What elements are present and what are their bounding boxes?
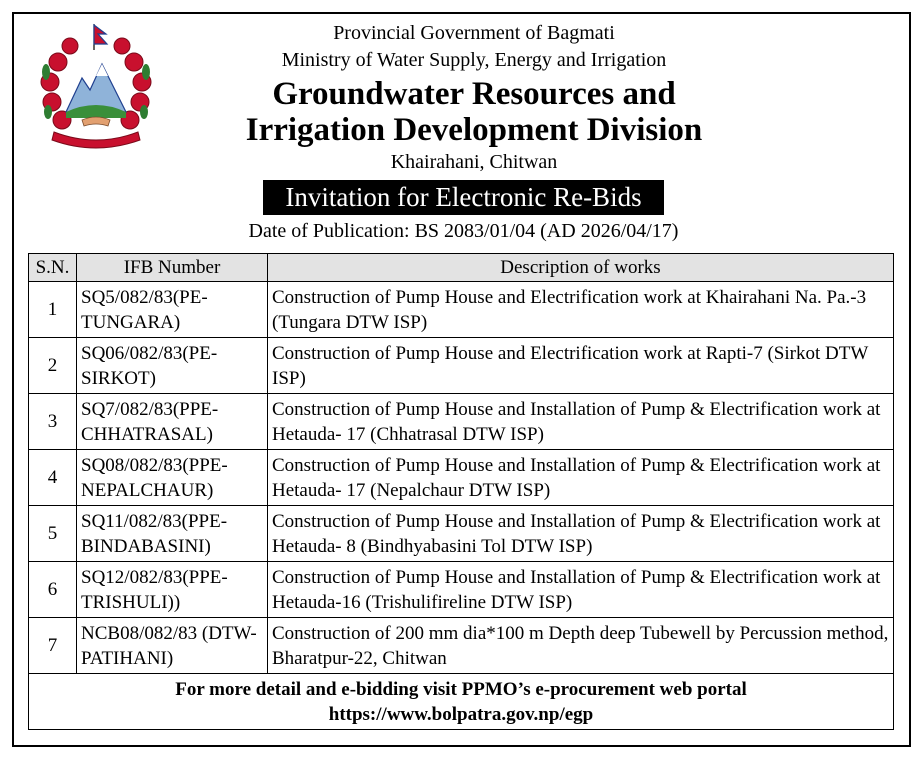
row-description: Construction of Pump House and Installation of Pump & Electrification work at Hetauda- 8 (Bindhyabasini Tol DTW ISP) <box>268 506 894 562</box>
footer-cell <box>29 674 894 730</box>
portal-url-link[interactable]: https://www.bolpatra.gov.np/egp <box>328 703 594 725</box>
table-row <box>29 562 894 618</box>
row-sn: 2 <box>29 338 77 394</box>
banner-wrap <box>14 180 913 215</box>
row-description: Construction of Pump House and Electrification work at Khairahani Na. Pa.-3 (Tungara DTW ISP) <box>268 282 894 338</box>
row-sn: 7 <box>29 618 77 674</box>
division-title-line1: Groundwater Resources and <box>272 76 676 112</box>
footer-notice: For more detail and e-bidding visit PPMO’s e-procurement web portal <box>175 678 747 700</box>
row-description: Construction of Pump House and Installation of Pump & Electrification work at Hetauda- 17 (Nepalchaur DTW ISP) <box>268 450 894 506</box>
table-row <box>29 394 894 450</box>
publication-date: Date of Publication: BS 2083/01/04 (AD 2026/04/17) <box>248 220 679 242</box>
row-ifb-number: SQ11/082/83(PPE-BINDABASINI) <box>77 506 268 562</box>
row-sn: 5 <box>29 506 77 562</box>
works-table <box>28 253 894 730</box>
table-row <box>29 338 894 394</box>
row-description: Construction of Pump House and Installation of Pump & Electrification work at Hetauda- 17 (Chhatrasal DTW ISP) <box>268 394 894 450</box>
footer-row <box>29 674 894 730</box>
row-ifb-number: SQ08/082/83(PPE-NEPALCHAUR) <box>77 450 268 506</box>
row-description: Construction of Pump House and Electrification work at Rapti-7 (Sirkot DTW ISP) <box>268 338 894 394</box>
row-sn: 4 <box>29 450 77 506</box>
header-description: Description of works <box>268 254 894 282</box>
row-sn: 1 <box>29 282 77 338</box>
row-ifb-number: SQ7/082/83(PPE-CHHATRASAL) <box>77 394 268 450</box>
row-ifb-number: SQ12/082/83(PPE-TRISHULI)) <box>77 562 268 618</box>
row-description: Construction of 200 mm dia*100 m Depth deep Tubewell by Percussion method, Bharatpur-22, Chitwan <box>268 618 894 674</box>
row-sn: 3 <box>29 394 77 450</box>
ministry-name: Ministry of Water Supply, Energy and Irrigation <box>281 49 667 71</box>
row-sn: 6 <box>29 562 77 618</box>
row-description: Construction of Pump House and Installation of Pump & Electrification work at Hetauda-16 (Trishulifireline DTW ISP) <box>268 562 894 618</box>
row-ifb-number: SQ06/082/83(PE-SIRKOT) <box>77 338 268 394</box>
tender-notice <box>12 12 911 747</box>
office-location: Khairahani, Chitwan <box>390 151 558 173</box>
row-ifb-number: SQ5/082/83(PE-TUNGARA) <box>77 282 268 338</box>
table-row <box>29 282 894 338</box>
invitation-banner: Invitation for Electronic Re-Bids <box>263 180 663 215</box>
province-name: Provincial Government of Bagmati <box>333 22 615 44</box>
header-ifb-number: IFB Number <box>77 254 268 282</box>
table-row <box>29 450 894 506</box>
header-sn: S.N. <box>29 254 77 282</box>
table-row <box>29 506 894 562</box>
row-ifb-number: NCB08/082/83 (DTW-PATIHANI) <box>77 618 268 674</box>
table-row <box>29 618 894 674</box>
division-title-line2: Irrigation Development Division <box>245 112 703 148</box>
table-header-row <box>29 254 894 282</box>
